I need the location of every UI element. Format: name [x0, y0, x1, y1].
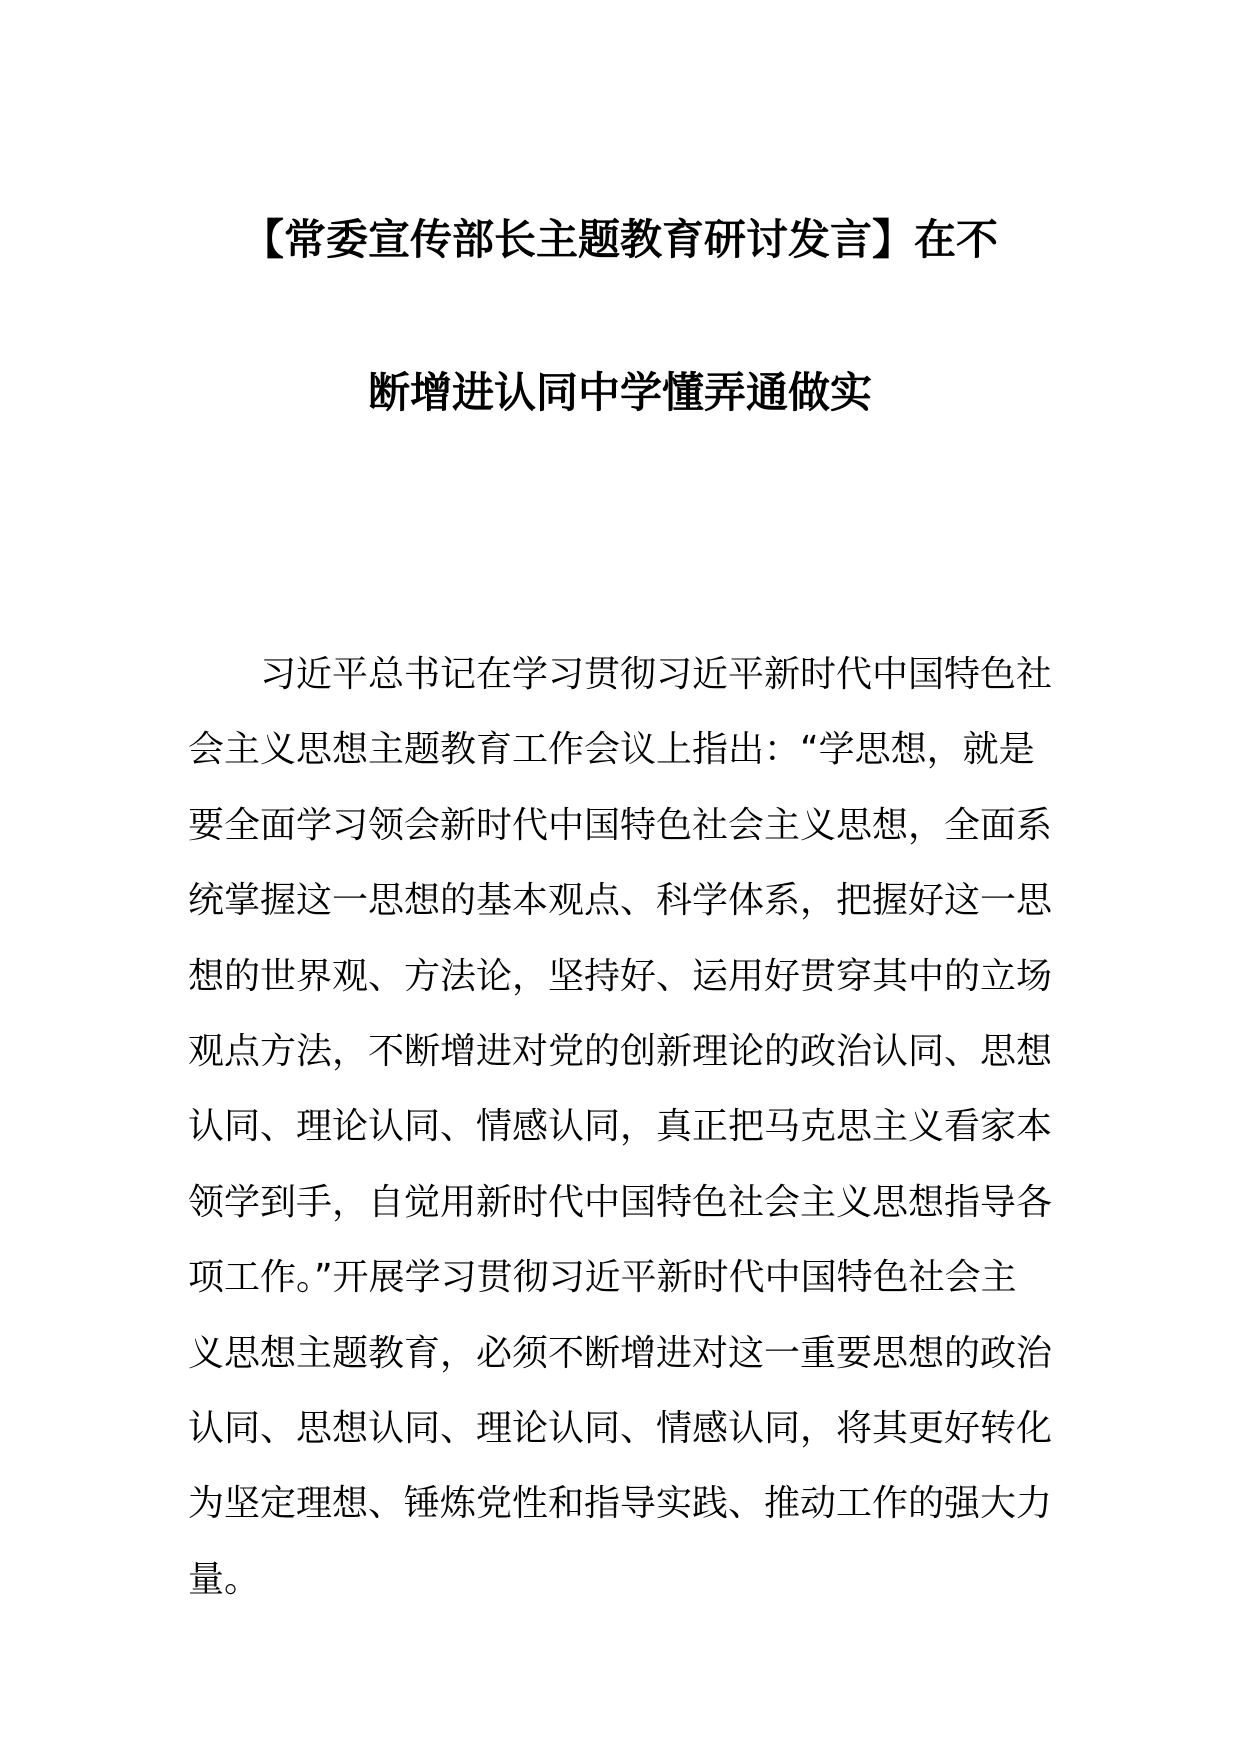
document-title-line-1: 【常委宣传部长主题教育研讨发言】在不 [241, 215, 998, 264]
body-paragraph [188, 637, 1052, 1617]
paragraph-line: 会主义思想主题教育工作会议上指出：“学思想，就是 [188, 729, 1035, 771]
paragraph-line: 要全面学习领会新时代中国特色社会主义思想，全面系 [188, 804, 1052, 846]
paragraph-line: 认同、思想认同、理论认同、情感认同，将其更好转化 [188, 1407, 1052, 1449]
document-title-line-2: 断增进认同中学懂弄通做实 [367, 368, 872, 417]
paragraph-line: 义思想主题教育，必须不断增进对这一重要思想的政治 [188, 1332, 1052, 1374]
paragraph-line: 统掌握这一思想的基本观点、科学体系，把握好这一思 [188, 880, 1052, 922]
paragraph-line: 习近平总书记在学习贯彻习近平新时代中国特色社 [260, 654, 1052, 695]
paragraph-line: 为坚定理想、锤炼党性和指导实践、推动工作的强大力 [188, 1483, 1052, 1525]
paragraph-line: 项工作。”开展学习贯彻习近平新时代中国特色社会主 [188, 1257, 1017, 1299]
paragraph-line: 认同、理论认同、情感认同，真正把马克思主义看家本 [188, 1106, 1052, 1148]
paragraph-line: 量。 [188, 1558, 261, 1600]
paragraph-line: 观点方法，不断增进对党的创新理论的政治认同、思想 [188, 1030, 1052, 1072]
paragraph-line: 想的世界观、方法论，坚持好、运用好贯穿其中的立场 [188, 955, 1052, 997]
paragraph-line: 领学到手，自觉用新时代中国特色社会主义思想指导各 [188, 1181, 1052, 1223]
